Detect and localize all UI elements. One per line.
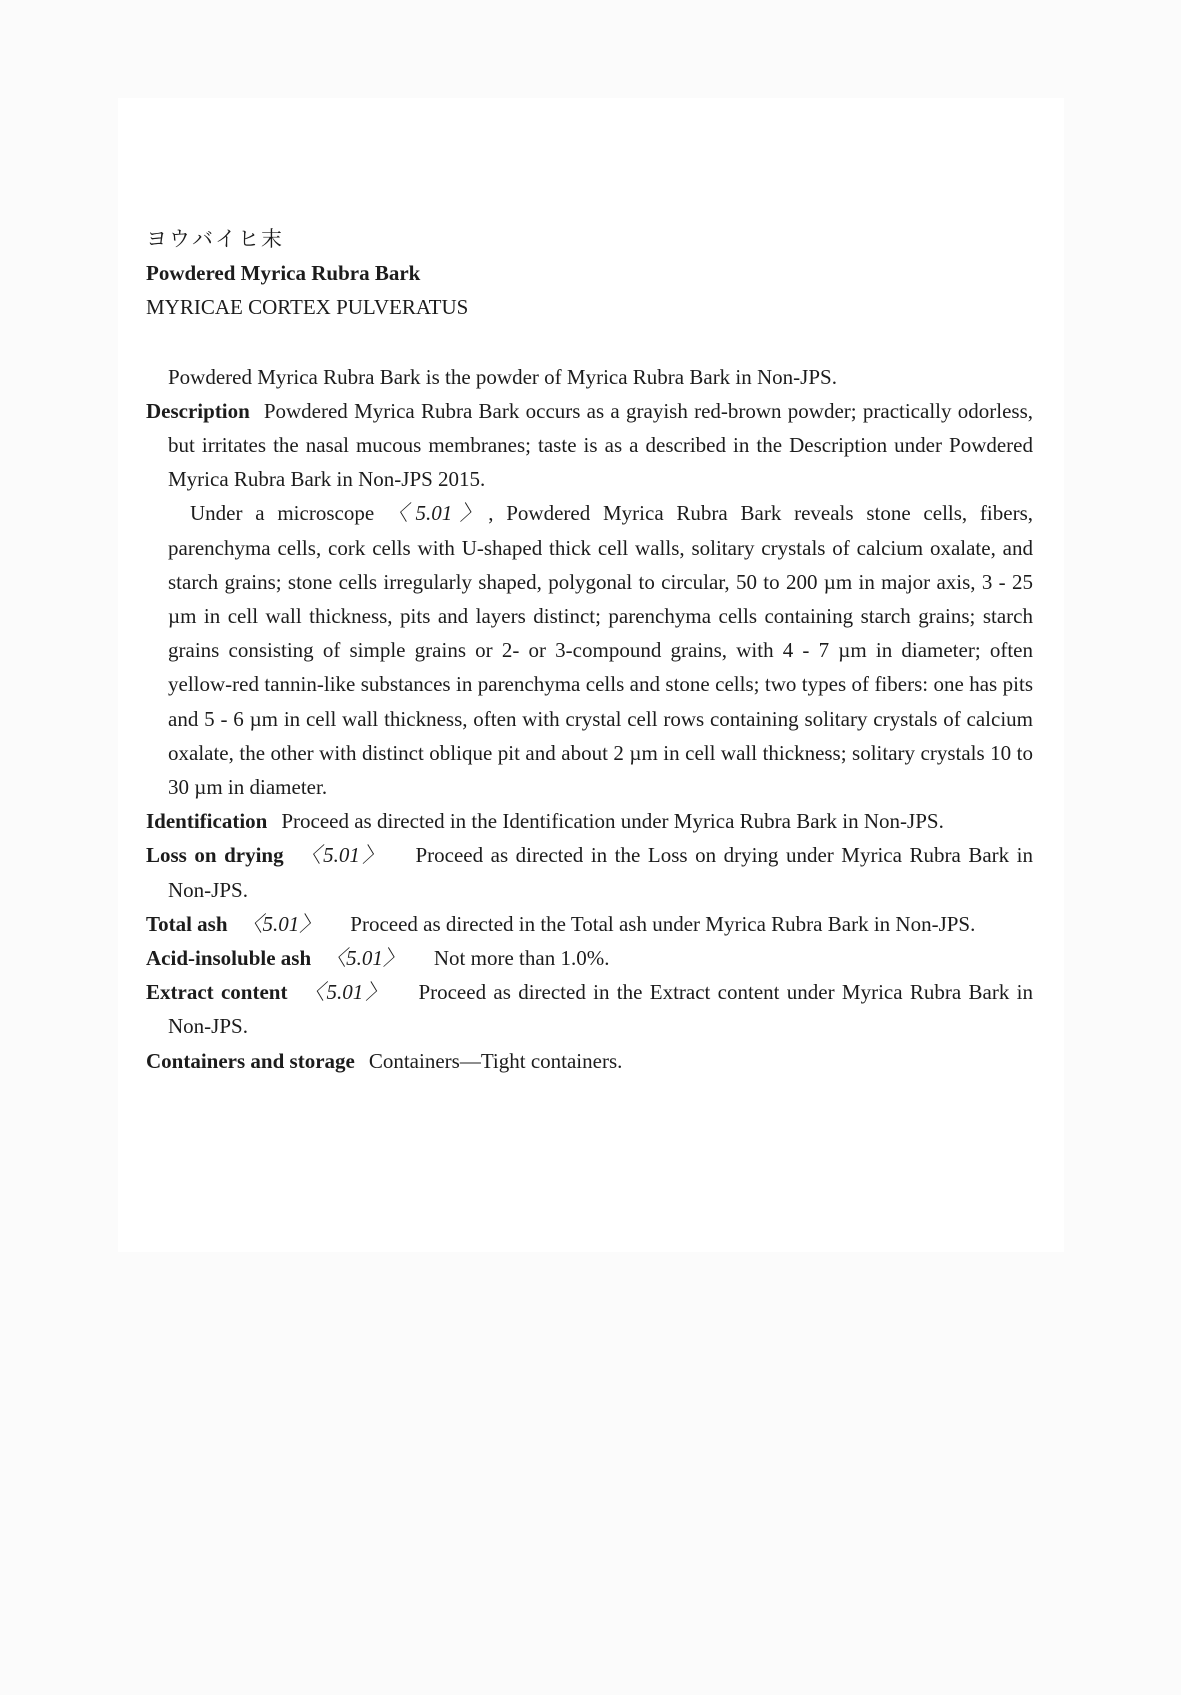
microscope-text: , Powdered Myrica Rubra Bark reveals stone cells, fibers, parenchyma cells, cork cells with U-shaped thick cell walls, solitary crystals of calcium oxalate, and starch grains; stone cells irregularly shaped, polygonal to circular, 50 to 200 µm in major axis, 3 - 25 µm in cell wall thickness, pits and layers distinct; parenchyma cells containing starch grains; starch grains consisting of simple grains or 2- or 3-compound grains, with 4 - 7 µm in diameter; often yellow-red tannin-like substances in parenchyma cells and stone cells; two types of fibers: one has pits and 5 - 6 µm in cell wall thickness, often with crystal cell rows containing solitary crystals of calcium oxalate, the other with distinct oblique pit and about 2 µm in cell wall thickness; solitary crystals 10 to 30 µm in diameter. — [168, 501, 1033, 800]
loss-on-drying-heading: Loss on drying — [146, 843, 284, 868]
containers-section — [146, 1044, 1033, 1078]
extract-content-heading: Extract content — [146, 980, 288, 1005]
microscope-paragraph — [146, 496, 1033, 804]
containers-text: Containers—Tight containers. — [368, 1048, 623, 1073]
total-ash-section — [146, 907, 1033, 941]
description-text: Powdered Myrica Rubra Bark occurs as a grayish red-brown powder; practically odorless, but irritates the nasal mucous membranes; taste is as a described in the Description under Powdered Myrica Rubra Bark in Non-JPS 2015. — [168, 398, 1033, 492]
microscope-lead: Under a microscope — [190, 501, 375, 526]
acid-insoluble-ash-text: Not more than 1.0%. — [433, 946, 610, 971]
japanese-name: ヨウバイヒ末 — [146, 227, 284, 251]
monograph-title: Powdered Myrica Rubra Bark — [146, 261, 421, 286]
extract-content-text: Proceed as directed in the Extract content under Myrica Rubra Bark in Non-JPS. — [168, 980, 1033, 1039]
intro-paragraph: Powdered Myrica Rubra Bark is the powder of Myrica Rubra Bark in Non-JPS. — [168, 364, 837, 389]
loss-on-drying-text: Proceed as directed in the Loss on drying under Myrica Rubra Bark in Non-JPS. — [168, 843, 1034, 902]
extract-content-ref: 〈5.01〉 — [301, 980, 389, 1005]
description-heading: Description — [146, 398, 250, 423]
microscope-ref: 〈5.01〉 — [386, 501, 489, 526]
containers-heading: Containers and storage — [146, 1048, 355, 1073]
spacer — [146, 325, 1033, 360]
extract-content-section — [146, 975, 1033, 1043]
acid-insoluble-ash-ref: 〈5.01〉 — [325, 946, 404, 971]
identification-text: Proceed as directed in the Identification under Myrica Rubra Bark in Non-JPS. — [281, 809, 944, 834]
total-ash-heading: Total ash — [146, 911, 228, 936]
identification-section — [146, 804, 1033, 838]
total-ash-text: Proceed as directed in the Total ash under Myrica Rubra Bark in Non-JPS. — [350, 911, 976, 936]
loss-on-drying-section — [146, 838, 1033, 906]
total-ash-ref: 〈5.01〉 — [241, 911, 321, 936]
monograph — [146, 222, 1033, 1078]
acid-insoluble-ash-heading: Acid-insoluble ash — [146, 946, 312, 971]
description-section — [146, 394, 1033, 497]
acid-insoluble-ash-section — [146, 941, 1033, 975]
loss-on-drying-ref: 〈5.01〉 — [297, 843, 386, 868]
identification-heading: Identification — [146, 809, 268, 834]
latin-name: MYRICAE CORTEX PULVERATUS — [146, 295, 469, 320]
